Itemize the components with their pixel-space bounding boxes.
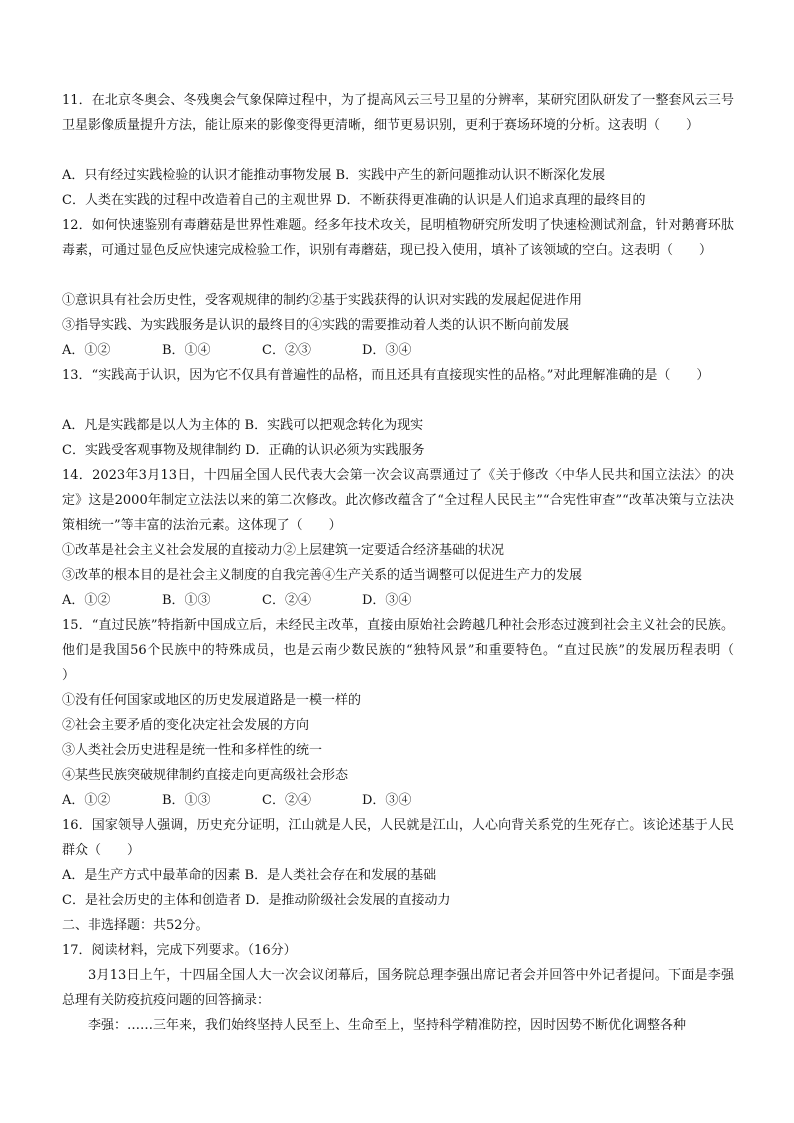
option-a: A．①② [62, 593, 111, 608]
statement-item: ②社会主要矛盾的变化决定社会发展的方向 [62, 718, 310, 733]
question-stem: 14．2023年3月13日，十四届全国人民代表大会第一次会议高票通过了《关于修改〈中华人民共和国立法法〉的决定》这是2000年制定立法法以来的第二次修改。此次修改蕴含了“全过程人民民主”“合宪性审查”“改革决策与立法决策相统一”等丰富的法治元素。这体现了（ ） [62, 468, 734, 533]
exam-page [62, 88, 761, 1038]
statement-items: ①改革是社会主义社会发展的直接动力②上层建筑一定要适合经济基础的状况 [62, 543, 505, 558]
statement-items: ①意识具有社会历史性，受客观规律的制约②基于实践获得的认识对实践的发展起促进作用 [62, 293, 583, 308]
option-d: D．③④ [362, 793, 412, 808]
option-a: A．①② [62, 343, 111, 358]
question-11 [62, 88, 734, 213]
options-cd: C．实践受客观事物及规律制约 D．正确的认识必须为实践服务 [62, 443, 425, 458]
option-a: A．①② [62, 793, 111, 808]
question-stem: 15．“直过民族”特指新中国成立后，未经民主改革，直接由原始社会跨越几种社会形态过渡到社会主义社会的民族。他们是我国56个民族中的特殊成员，也是云南少数民族的“独特风景”和重要特色。“直过民族”的发展历程表明（ ） [62, 618, 761, 683]
options-cd: C．是社会历史的主体和创造者 D．是推动阶级社会发展的直接动力 [62, 893, 451, 908]
answer-options [62, 588, 734, 613]
question-stem: 11．在北京冬奥会、冬残奥会气象保障过程中，为了提高风云三号卫星的分辨率，某研究团队研发了一整套风云三号卫星影像质量提升方法，能让原来的影像变得更清晰，细节更易识别，更利于赛场环境的分析。这表明（ ） [62, 93, 734, 133]
options-ab: A．是生产方式中最革命的因素 B．是人类社会存在和发展的基础 [62, 868, 437, 883]
option-c: C．②③ [262, 343, 311, 358]
statement-item: ③人类社会历史进程是统一性和多样性的统一 [62, 743, 323, 758]
material-paragraph: 3月13日上午，十四届全国人大一次会议闭幕后，国务院总理李强出席记者会并回答中外记者提问。下面是李强总理有关防疫抗疫问题的回答摘录： [62, 968, 734, 1008]
option-b: B．①③ [162, 593, 211, 608]
material-paragraph: 李强：……三年来，我们始终坚持人民至上、生命至上，坚持科学精准防控，因时因势不断优化调整各种 [88, 1018, 687, 1033]
question-15 [62, 613, 761, 813]
options-ab: A．凡是实践都是以人为主体的 B．实践可以把观念转化为现实 [62, 418, 424, 433]
option-d: D．③④ [362, 593, 412, 608]
option-c: C．②④ [262, 793, 311, 808]
question-stem: 16．国家领导人强调，历史充分证明，江山就是人民，人民就是江山，人心向背关系党的生死存亡。该论述基于人民群众（ ） [62, 818, 734, 858]
question-16 [62, 813, 734, 913]
question-stem: 13．“实践高于认识，因为它不仅具有普遍性的品格，而且还具有直接现实性的品格。”对此理解准确的是（ ） [62, 368, 710, 383]
options-ab: A．只有经过实践检验的认识才能推动事物发展 B．实践中产生的新问题推动认识不断深化发展 [62, 168, 606, 183]
options-cd: C．人类在实践的过程中改造着自己的主观世界 D．不断获得更准确的认识是人们追求真理的最终目的 [62, 193, 646, 208]
option-d: D．③④ [362, 343, 412, 358]
statement-items: ③指导实践、为实践服务是认识的最终目的④实践的需要推动着人类的认识不断向前发展 [62, 318, 570, 333]
question-13 [62, 363, 734, 463]
question-stem: 12．如何快速鉴别有毒蘑菇是世界性难题。经多年技术攻关，昆明植物研究所发明了快速检测试剂盒，针对鹅膏环肽毒素，可通过显色反应快速完成检验工作，识别有毒蘑菇，现已投入使用，填补了该领域的空白。这表明（ ） [62, 218, 734, 258]
question-17 [62, 938, 734, 1038]
question-12 [62, 213, 734, 363]
option-b: B．①④ [162, 343, 211, 358]
statement-items: ③改革的根本目的是社会主义制度的自我完善④生产关系的适当调整可以促进生产力的发展 [62, 568, 583, 583]
answer-options [62, 788, 734, 813]
section-heading: 二、非选择题：共52分。 [62, 918, 209, 933]
statement-item: ④某些民族突破规律制约直接走向更高级社会形态 [62, 768, 349, 783]
answer-options [62, 338, 734, 363]
option-b: B．①③ [162, 793, 211, 808]
question-14 [62, 463, 734, 613]
option-c: C．②④ [262, 593, 311, 608]
question-stem: 17．阅读材料，完成下列要求。（16分） [62, 943, 297, 958]
statement-item: ①没有任何国家或地区的历史发展道路是一模一样的 [62, 693, 362, 708]
